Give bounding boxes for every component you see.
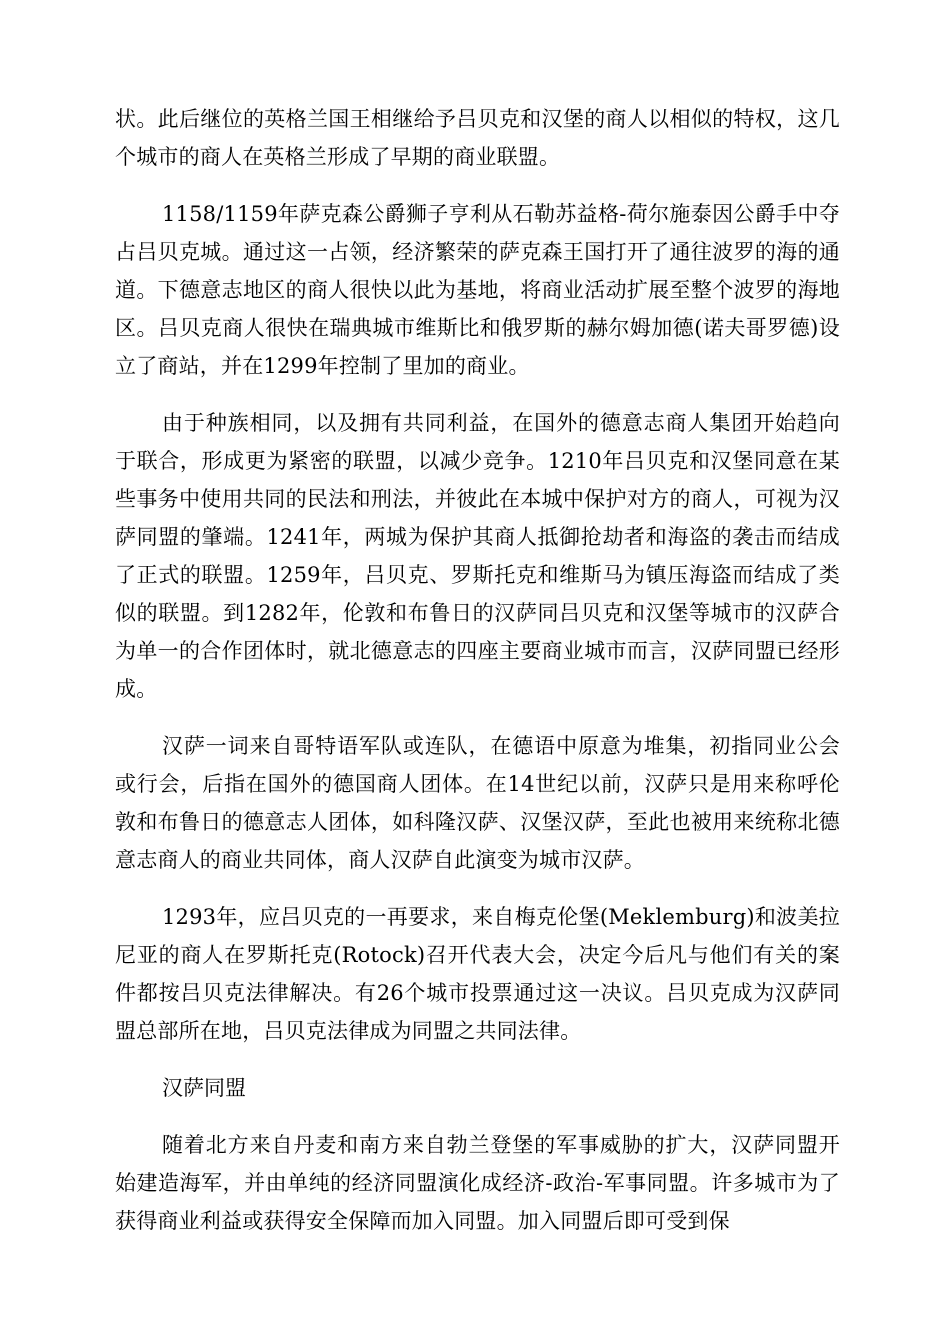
paragraph-spacer bbox=[115, 1107, 840, 1126]
paragraph-spacer bbox=[115, 385, 840, 404]
paragraph-league-origins: 由于种族相同，以及拥有共同利益，在国外的德意志商人集团开始趋向于联合，形成更为紧密的联盟，以减少竞争。1210年吕贝克和汉堡同意在某些事务中使用共同的民法和刑法，并彼此在本城中保护对方的商人，可视为汉萨同盟的肇端。1241年，两城为保护其商人抵御抢劫者和海盗的袭击而结成了正式的联盟。1259年，吕贝克、罗斯托克和维斯马为镇压海盗而结成了类似的联盟。到1282年，伦敦和布鲁日的汉萨同吕贝克和汉堡等城市的汉萨合为单一的合作团体时，就北德意志的四座主要商业城市而言，汉萨同盟已经形成。 bbox=[115, 411, 840, 701]
paragraph-spacer bbox=[115, 1050, 840, 1069]
paragraph-rostock-assembly: 1293年，应吕贝克的一再要求，来自梅克伦堡(Meklemburg)和波美拉尼亚的商人在罗斯托克(Rotock)召开代表大会，决定今后凡与他们有关的案件都按吕贝克法律解决。有26个城市投票通过这一决议。吕贝克成为汉萨同盟总部所在地，吕贝克法律成为同盟之共同法律。 bbox=[115, 905, 840, 1043]
section-heading: 汉萨同盟 bbox=[162, 1076, 246, 1100]
paragraph-hansa-etymology: 汉萨一词来自哥特语军队或连队，在德语中原意为堆集，初指同业公会或行会，后指在国外的德国商人团体。在14世纪以前，汉萨只是用来称呼伦敦和布鲁日的德意志人团体，如科隆汉萨、汉堡汉萨，至此也被用来统称北德意志商人的商业共同体，商人汉萨自此演变为城市汉萨。 bbox=[115, 734, 840, 872]
paragraph-spacer bbox=[115, 176, 840, 195]
paragraph-military-expansion: 随着北方来自丹麦和南方来自勃兰登堡的军事威胁的扩大，汉萨同盟开始建造海军，并由单纯的经济同盟演化成经济-政治-军事同盟。许多城市为了获得商业利益或获得安全保障而加入同盟。加入同盟后即可受到保 bbox=[115, 1133, 840, 1233]
paragraph-continuation: 状。此后继位的英格兰国王相继给予吕贝克和汉堡的商人以相似的特权，这几个城市的商人在英格兰形成了早期的商业联盟。 bbox=[115, 107, 840, 169]
paragraph-spacer bbox=[115, 708, 840, 727]
paragraph-spacer bbox=[115, 879, 840, 898]
paragraph-lubeck-seizure: 1158/1159年萨克森公爵狮子亨利从石勒苏益格-荷尔施泰因公爵手中夺占吕贝克城。通过这一占领，经济繁荣的萨克森王国打开了通往波罗的海的通道。下德意志地区的商人很快以此为基地，将商业活动扩展至整个波罗的海地区。吕贝克商人很快在瑞典城市维斯比和俄罗斯的赫尔姆加德(诺夫哥罗德)设立了商站，并在1299年控制了里加的商业。 bbox=[115, 202, 840, 378]
